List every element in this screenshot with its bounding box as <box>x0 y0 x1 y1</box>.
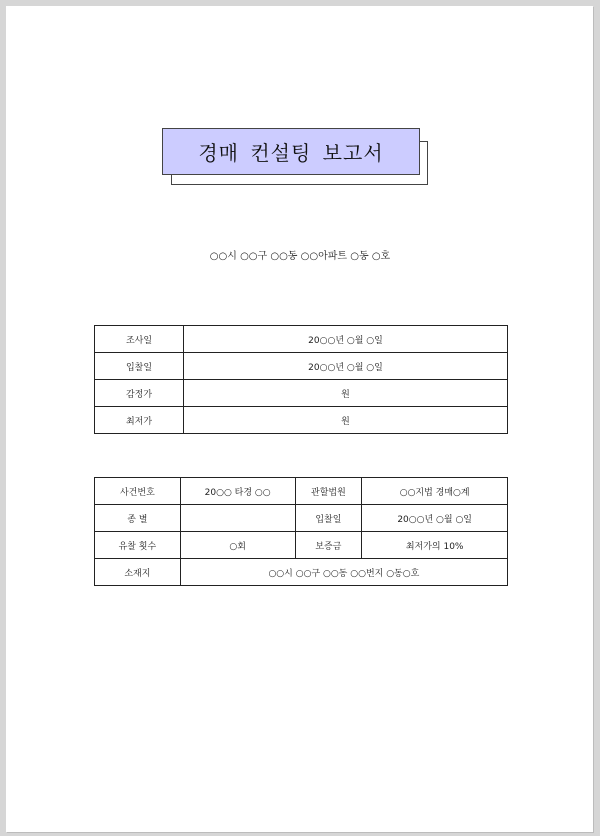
report-title: 경매 컨설팅 보고서 <box>162 128 420 175</box>
table-row <box>95 559 508 586</box>
case-table <box>94 477 508 586</box>
failed-bid-count-value: ○회 <box>180 532 295 559</box>
deposit-label: 보증금 <box>295 532 362 559</box>
survey-date-value: 20○○년 ○월 ○일 <box>184 326 508 353</box>
bid-date-label: 입찰일 <box>95 353 184 380</box>
table-row <box>95 380 508 407</box>
minimum-price-label: 최저가 <box>95 407 184 434</box>
appraisal-price-value: 원 <box>184 380 508 407</box>
table-row <box>95 478 508 505</box>
table-row <box>95 326 508 353</box>
court-value: ○○지법 경매○계 <box>362 478 508 505</box>
case-number-value: 20○○ 타경 ○○ <box>180 478 295 505</box>
table-row <box>95 532 508 559</box>
report-title-block <box>162 128 432 184</box>
bid-date-value: 20○○년 ○월 ○일 <box>362 505 508 532</box>
bid-date-value: 20○○년 ○월 ○일 <box>184 353 508 380</box>
table-row <box>95 407 508 434</box>
summary-table <box>94 325 508 434</box>
property-address: ○○시 ○○구 ○○동 ○○아파트 ○동 ○호 <box>209 251 391 262</box>
table-row <box>95 505 508 532</box>
deposit-value: 최저가의 10% <box>362 532 508 559</box>
minimum-price-value: 원 <box>184 407 508 434</box>
table-row <box>95 353 508 380</box>
survey-date-label: 조사일 <box>95 326 184 353</box>
court-label: 관할법원 <box>295 478 362 505</box>
appraisal-price-label: 감정가 <box>95 380 184 407</box>
location-label: 소재지 <box>95 559 181 586</box>
property-type-value <box>180 505 295 532</box>
bid-date-label: 입찰일 <box>295 505 362 532</box>
failed-bid-count-label: 유찰 횟수 <box>95 532 181 559</box>
case-number-label: 사건번호 <box>95 478 181 505</box>
property-type-label: 종 별 <box>95 505 181 532</box>
location-value: ○○시 ○○구 ○○동 ○○번지 ○동○호 <box>180 559 507 586</box>
